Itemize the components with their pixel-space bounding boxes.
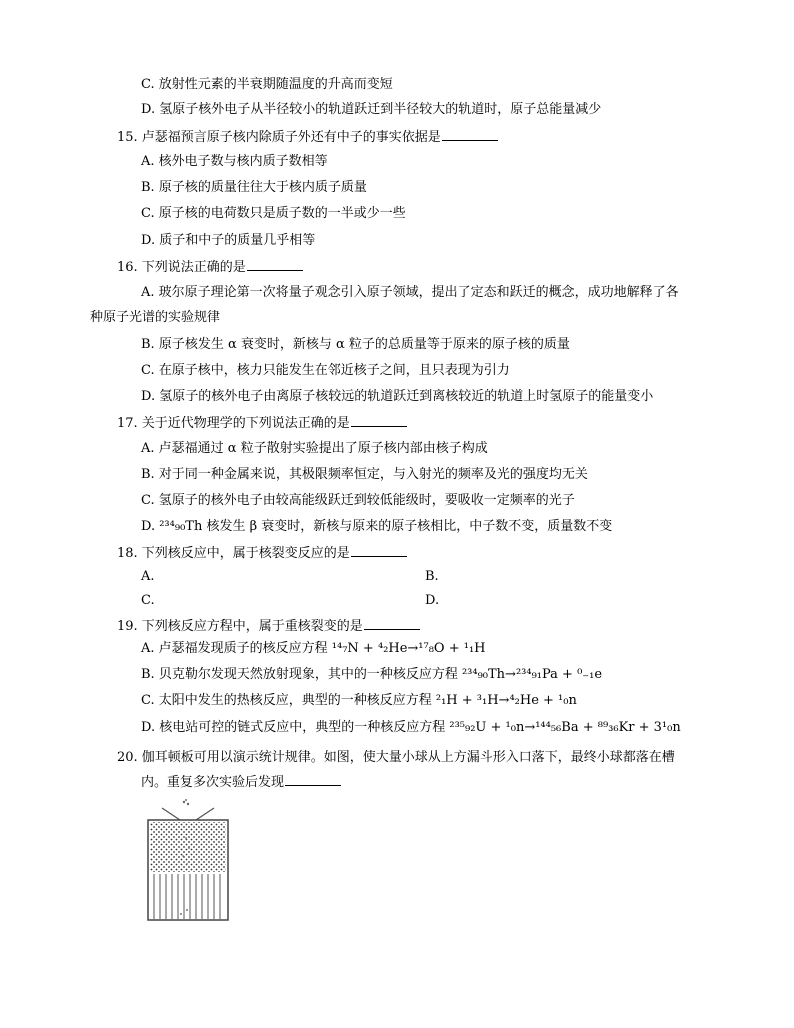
- q19-option-a: A. 卢瑟福发现质子的核反应方程 ¹⁴₇N + ⁴₂He→¹⁷₈O + ¹₁H: [141, 641, 486, 656]
- question-15-text: 15. 卢瑟福预言原子核内除质子外还有中子的事实依据是: [117, 130, 441, 145]
- q19-option-b: B. 贝克勒尔发现天然放射现象，其中的一种核反应方程 ²³⁴₉₀Th→²³⁴₉₁Pa + ⁰₋₁e: [141, 667, 603, 682]
- answer-blank: [351, 544, 407, 557]
- q15-option-d: D. 质子和中子的质量几乎相等: [141, 233, 316, 248]
- q18-option-b: B.: [425, 569, 439, 584]
- question-17-text: 17. 关于近代物理学的下列说法正确的是: [117, 416, 350, 431]
- question-16: [117, 258, 303, 277]
- q15-option-a: A. 核外电子数与核内质子数相等: [141, 154, 328, 169]
- q16-option-c: C. 在原子核中，核力只能发生在邻近核子之间，且只表现为引力: [141, 363, 510, 378]
- answer-blank: [364, 617, 420, 630]
- funnel-inlet: [162, 799, 214, 820]
- answer-blank: [285, 773, 341, 786]
- q15-option-b: B. 原子核的质量往往大于核内质子质量: [141, 180, 367, 195]
- q16-option-a: A. 玻尔原子理论第一次将量子观念引入原子领域，提出了定态和跃迁的概念，成功地解释了各: [141, 285, 679, 300]
- q16-option-d: D. 氢原子的核外电子由离原子核较远的轨道跃迁到离核较近的轨道上时氢原子的能量变小: [141, 389, 654, 404]
- galton-board-figure: [140, 798, 236, 924]
- q18-option-d: D.: [425, 593, 440, 608]
- question-20: 20. 伽耳顿板可用以演示统计规律。如图，使大量小球从上方漏斗形入口落下，最终小球都落在槽: [117, 750, 675, 765]
- question-16-text: 16. 下列说法正确的是: [117, 260, 246, 275]
- q15-option-c: C. 原子核的电荷数只是质子数的一半或少一些: [141, 206, 406, 221]
- answer-blank: [351, 414, 407, 427]
- peg-array: [150, 822, 226, 872]
- question-17: [117, 414, 407, 433]
- q18-option-c: C.: [141, 593, 155, 608]
- question-20-text: 内。重复多次实验后发现: [141, 775, 285, 790]
- question-15: [117, 128, 498, 147]
- answer-blank: [247, 258, 303, 271]
- q17-option-c: C. 氢原子的核外电子由较高能级跃迁到较低能级时，要吸收一定频率的光子: [141, 493, 575, 508]
- q19-option-c: C. 太阳中发生的热核反应，典型的一种核反应方程 ²₁H + ³₁H→⁴₂He + ¹₀n: [141, 693, 577, 708]
- q16-option-b: B. 原子核发生 α 衰变时，新核与 α 粒子的总质量等于原来的原子核的质量: [141, 337, 570, 352]
- q17-option-d: D. ²³⁴₉₀Th 核发生 β 衰变时，新核与原来的原子核相比，中子数不变，质量数不变: [141, 519, 613, 534]
- q18-option-a: A.: [141, 569, 155, 584]
- q17-option-a: A. 卢瑟福通过 α 粒子散射实验提出了原子核内部由核子构成: [141, 441, 488, 456]
- q19-option-d: D. 核电站可控的链式反应中，典型的一种核反应方程 ²³⁵₉₂U + ¹₀n→¹⁴⁴₅₆Ba + ⁸⁹₃₆Kr + 3¹₀n: [141, 720, 681, 735]
- q14-option-d: D. 氢原子核外电子从半径较小的轨道跃迁到半径较大的轨道时，原子总能量减少: [141, 102, 602, 117]
- question-18-text: 18. 下列核反应中，属于核裂变反应的是: [117, 546, 350, 561]
- answer-blank: [442, 128, 498, 141]
- question-19-text: 19. 下列核反应方程中，属于重核裂变的是: [117, 619, 363, 634]
- question-18: [117, 544, 407, 563]
- question-20-continued: [141, 773, 341, 792]
- q16-option-a-continued: 种原子光谱的实验规律: [90, 310, 221, 325]
- q14-option-c: C. 放射性元素的半衰期随温度的升高而变短: [141, 77, 393, 92]
- q17-option-b: B. 对于同一种金属来说，其极限频率恒定，与入射光的频率及光的强度均无关: [141, 467, 588, 482]
- question-19: [117, 617, 420, 636]
